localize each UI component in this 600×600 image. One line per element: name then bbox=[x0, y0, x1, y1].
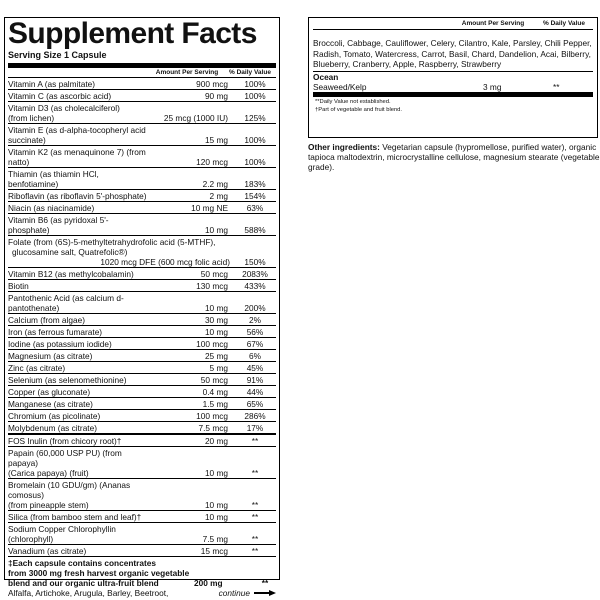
nutrient-amount: 120 mcg bbox=[196, 157, 228, 167]
nutrient-amount: 5 mg bbox=[209, 363, 228, 373]
nutrient-dv: 100% bbox=[244, 135, 266, 145]
nutrient-row bbox=[8, 479, 276, 511]
nutrient-row bbox=[8, 236, 276, 268]
nutrient-name: Vitamin K2 (as menaquinone 7) (from natto) bbox=[8, 146, 146, 167]
nutrient-amount: 130 mcg bbox=[196, 281, 228, 291]
vegetable-list: Broccoli, Cabbage, Cauliflower, Celery, Cilantro, Kale, Parsley, Chili Pepper, Radish, Tomato, Watercress, Carrot, Basil, Chard, Dandelion, Acai, Bilberry, Blueberry, Cranberry, Apple, Raspberry, Strawberry bbox=[313, 30, 593, 72]
nutrient-dv: 183% bbox=[244, 179, 266, 189]
nutrient-amount: 15 mcg bbox=[200, 546, 228, 556]
ocean-heading: Ocean bbox=[313, 71, 339, 82]
nutrient-amount: 10 mg bbox=[204, 468, 228, 478]
nutrient-dv: ** bbox=[251, 546, 259, 556]
nutrient-dv: 91% bbox=[246, 375, 264, 385]
nutrient-dv: 100% bbox=[244, 157, 266, 167]
nutrient-row bbox=[8, 326, 276, 338]
blend-line-3: blend and our organic ultra-fruit blend bbox=[8, 578, 159, 588]
nutrient-dv: 65% bbox=[246, 399, 264, 409]
nutrient-name: Riboflavin (as riboflavin 5'-phosphate) bbox=[8, 190, 147, 201]
nutrient-dv: ** bbox=[251, 512, 259, 522]
blend-list-row bbox=[8, 588, 276, 598]
nutrient-amount: 2.2 mg bbox=[202, 179, 228, 189]
ocean-name: Seaweed/Kelp bbox=[313, 81, 367, 92]
other-ingredients-text: Vegetarian capsule (hypromellose, purified water), organic tapioca maltodextrin, microcrystalline cellulose, magnesium stearate (vegetable grade). bbox=[308, 142, 600, 172]
supplement-facts-continued bbox=[308, 17, 598, 138]
nutrient-row bbox=[8, 146, 276, 168]
amount-header: Amount Per Serving bbox=[155, 69, 219, 76]
nutrient-name: Iodine (as potassium iodide) bbox=[8, 338, 112, 349]
blend-note bbox=[8, 557, 276, 588]
nutrient-row bbox=[8, 422, 276, 435]
right-column-headers bbox=[313, 18, 593, 30]
dv-header: % Daily Value bbox=[229, 69, 271, 76]
nutrient-name: Vitamin C (as ascorbic acid) bbox=[8, 90, 112, 101]
nutrient-amount: 10 mg bbox=[204, 500, 228, 510]
arrow-right-icon bbox=[254, 590, 276, 596]
ocean-dv: ** bbox=[553, 81, 560, 92]
other-ingredients bbox=[308, 142, 600, 172]
nutrient-amount: 50 mcg bbox=[200, 269, 228, 279]
nutrient-dv: 2% bbox=[249, 315, 261, 325]
blend-dv: ** bbox=[261, 578, 269, 588]
nutrient-dv: 150% bbox=[244, 257, 266, 267]
nutrient-name: Vitamin D3 (as cholecalciferol) bbox=[8, 102, 120, 113]
nutrient-amount: 25 mcg (1000 IU) bbox=[163, 113, 228, 123]
nutrient-row bbox=[8, 280, 276, 292]
nutrient-name-line2: (Carica papaya) (fruit) bbox=[8, 467, 89, 478]
nutrient-dv: 100% bbox=[244, 79, 266, 89]
nutrient-name: Silica (from bamboo stem and leaf)† bbox=[8, 511, 142, 522]
nutrient-row bbox=[8, 386, 276, 398]
nutrient-dv: 200% bbox=[244, 303, 266, 313]
nutrient-amount: 900 mcg bbox=[196, 79, 228, 89]
right-dv-header: % Daily Value bbox=[543, 20, 585, 27]
blend-line-1: ‡Each capsule contains concentrates bbox=[8, 558, 157, 568]
nutrient-name: Calcium (from algae) bbox=[8, 314, 85, 325]
nutrient-name-group bbox=[8, 479, 150, 510]
nutrient-row bbox=[8, 447, 276, 479]
nutrient-name-group bbox=[8, 102, 150, 123]
nutrient-name: Selenium (as selenomethionine) bbox=[8, 374, 127, 385]
nutrient-amount: 100 mcg bbox=[196, 411, 228, 421]
nutrient-amount: 1.5 mg bbox=[202, 399, 228, 409]
nutrient-amount: 20 mg bbox=[204, 436, 228, 446]
nutrient-amount: 1020 mcg DFE (600 mcg folic acid) bbox=[100, 256, 230, 267]
nutrient-name: Pantothenic Acid (as calcium d-pantothenate) bbox=[8, 292, 124, 313]
nutrient-dv: ** bbox=[251, 534, 259, 544]
nutrient-dv: 6% bbox=[249, 351, 261, 361]
nutrient-name-group bbox=[8, 236, 234, 267]
nutrient-table bbox=[8, 78, 276, 557]
right-amount-header: Amount Per Serving bbox=[461, 20, 525, 27]
blend-line-2: from 3000 mg fresh harvest organic vegetable bbox=[8, 568, 190, 578]
nutrient-amount: 0.4 mg bbox=[202, 387, 228, 397]
nutrient-row bbox=[8, 102, 276, 124]
footnote-blend: †Part of vegetable and fruit blend. bbox=[315, 106, 403, 113]
nutrient-row bbox=[8, 362, 276, 374]
nutrient-amount: 25 mg bbox=[204, 351, 228, 361]
nutrient-name: Zinc (as citrate) bbox=[8, 362, 66, 373]
nutrient-amount: 10 mg bbox=[204, 327, 228, 337]
nutrient-name-line2: (from pineapple stem) bbox=[8, 499, 89, 510]
blend-list: Alfalfa, Artichoke, Arugula, Barley, Beetroot, bbox=[8, 588, 169, 598]
nutrient-row bbox=[8, 435, 276, 447]
nutrient-name: Folate (from (6S)-5-methyltetrahydrofolic acid (5-MTHF), bbox=[8, 236, 216, 247]
nutrient-amount: 50 mcg bbox=[200, 375, 228, 385]
nutrient-amount: 7.5 mg bbox=[202, 534, 228, 544]
nutrient-row bbox=[8, 338, 276, 350]
nutrient-row bbox=[8, 292, 276, 314]
nutrient-name: FOS Inulin (from chicory root)† bbox=[8, 435, 122, 446]
blend-line-3-row bbox=[8, 578, 276, 588]
nutrient-dv: 56% bbox=[246, 327, 264, 337]
ocean-row bbox=[313, 82, 593, 92]
nutrient-name-line2: (from lichen) bbox=[8, 112, 55, 123]
serving-size: Serving Size 1 Capsule bbox=[8, 50, 276, 68]
nutrient-dv: 45% bbox=[246, 363, 264, 373]
blend-amount: 200 mg bbox=[194, 578, 223, 588]
footnotes bbox=[315, 98, 591, 114]
nutrient-dv: 100% bbox=[244, 91, 266, 101]
nutrient-dv: 125% bbox=[244, 113, 266, 123]
nutrient-row bbox=[8, 190, 276, 202]
nutrient-name: Vitamin B12 (as methylcobalamin) bbox=[8, 268, 134, 279]
nutrient-amount: 10 mg bbox=[204, 225, 228, 235]
nutrient-amount: 30 mg bbox=[204, 315, 228, 325]
ocean-section bbox=[313, 72, 593, 97]
nutrient-dv: 588% bbox=[244, 225, 266, 235]
nutrient-name: Sodium Copper Chlorophyllin (chlorophyll) bbox=[8, 523, 116, 544]
nutrient-row bbox=[8, 545, 276, 557]
nutrient-dv: 2083% bbox=[242, 269, 268, 279]
nutrient-name-group bbox=[8, 447, 150, 478]
nutrient-dv: ** bbox=[251, 468, 259, 478]
nutrient-row bbox=[8, 374, 276, 386]
supplement-facts-panel bbox=[4, 17, 280, 598]
nutrient-name: Papain (60,000 USP PU) (from papaya) bbox=[8, 447, 122, 468]
nutrient-dv: 154% bbox=[244, 191, 266, 201]
nutrient-name: Niacin (as niacinamide) bbox=[8, 202, 95, 213]
footnote-dv: **Daily Value not established. bbox=[315, 98, 391, 105]
nutrient-row bbox=[8, 124, 276, 146]
nutrient-row bbox=[8, 314, 276, 326]
nutrient-row bbox=[8, 523, 276, 545]
nutrient-dv: 63% bbox=[246, 203, 264, 213]
nutrient-name: Molybdenum (as citrate) bbox=[8, 422, 97, 433]
nutrient-amount: 15 mg bbox=[204, 135, 228, 145]
nutrient-dv: 433% bbox=[244, 281, 266, 291]
nutrient-dv: 286% bbox=[244, 411, 266, 421]
nutrient-name: Bromelain (10 GDU/gm) (Ananas comosus) bbox=[8, 479, 131, 500]
nutrient-amount: 10 mg bbox=[204, 303, 228, 313]
nutrient-name: Copper (as gluconate) bbox=[8, 386, 91, 397]
nutrient-row bbox=[8, 410, 276, 422]
nutrient-name-line2: glucosamine salt, Quatrefolic®) bbox=[12, 246, 128, 257]
nutrient-row bbox=[8, 268, 276, 280]
column-headers bbox=[8, 68, 276, 78]
nutrient-row bbox=[8, 78, 276, 90]
nutrient-amount: 10 mg bbox=[204, 512, 228, 522]
ocean-amount: 3 mg bbox=[483, 81, 502, 92]
nutrient-dv: 44% bbox=[246, 387, 264, 397]
nutrient-dv: ** bbox=[251, 436, 259, 446]
nutrient-row bbox=[8, 398, 276, 410]
nutrient-row bbox=[8, 511, 276, 523]
nutrient-name: Vitamin A (as palmitate) bbox=[8, 78, 96, 89]
nutrient-name: Magnesium (as citrate) bbox=[8, 350, 93, 361]
nutrient-name: Vitamin E (as d-alpha-tocopheryl acid succinate) bbox=[8, 124, 146, 145]
nutrient-name: Iron (as ferrous fumarate) bbox=[8, 326, 103, 337]
panel-title: Supplement Facts bbox=[8, 17, 257, 50]
nutrient-dv: 67% bbox=[246, 339, 264, 349]
nutrient-row bbox=[8, 90, 276, 102]
nutrient-row bbox=[8, 168, 276, 190]
nutrient-row bbox=[8, 202, 276, 214]
nutrient-name: Biotin bbox=[8, 280, 29, 291]
nutrient-amount: 7.5 mcg bbox=[198, 423, 228, 433]
nutrient-name: Vanadium (as citrate) bbox=[8, 545, 87, 556]
nutrient-name: Manganese (as citrate) bbox=[8, 398, 93, 409]
nutrient-amount: 2 mg bbox=[209, 191, 228, 201]
nutrient-amount: 10 mg NE bbox=[191, 203, 228, 213]
continue-label: continue bbox=[218, 588, 250, 598]
nutrient-dv: ** bbox=[251, 500, 259, 510]
other-ingredients-label: Other ingredients: bbox=[308, 142, 380, 152]
nutrient-amount: 100 mcg bbox=[196, 339, 228, 349]
nutrient-name: Vitamin B6 (as pyridoxal 5'-phosphate) bbox=[8, 214, 109, 235]
nutrient-row bbox=[8, 350, 276, 362]
nutrient-dv: 17% bbox=[246, 423, 264, 433]
nutrient-row bbox=[8, 214, 276, 236]
nutrient-name: Thiamin (as thiamin HCl, benfotiamine) bbox=[8, 168, 99, 189]
nutrient-name: Chromium (as picolinate) bbox=[8, 410, 101, 421]
nutrient-amount: 90 mg bbox=[204, 91, 228, 101]
